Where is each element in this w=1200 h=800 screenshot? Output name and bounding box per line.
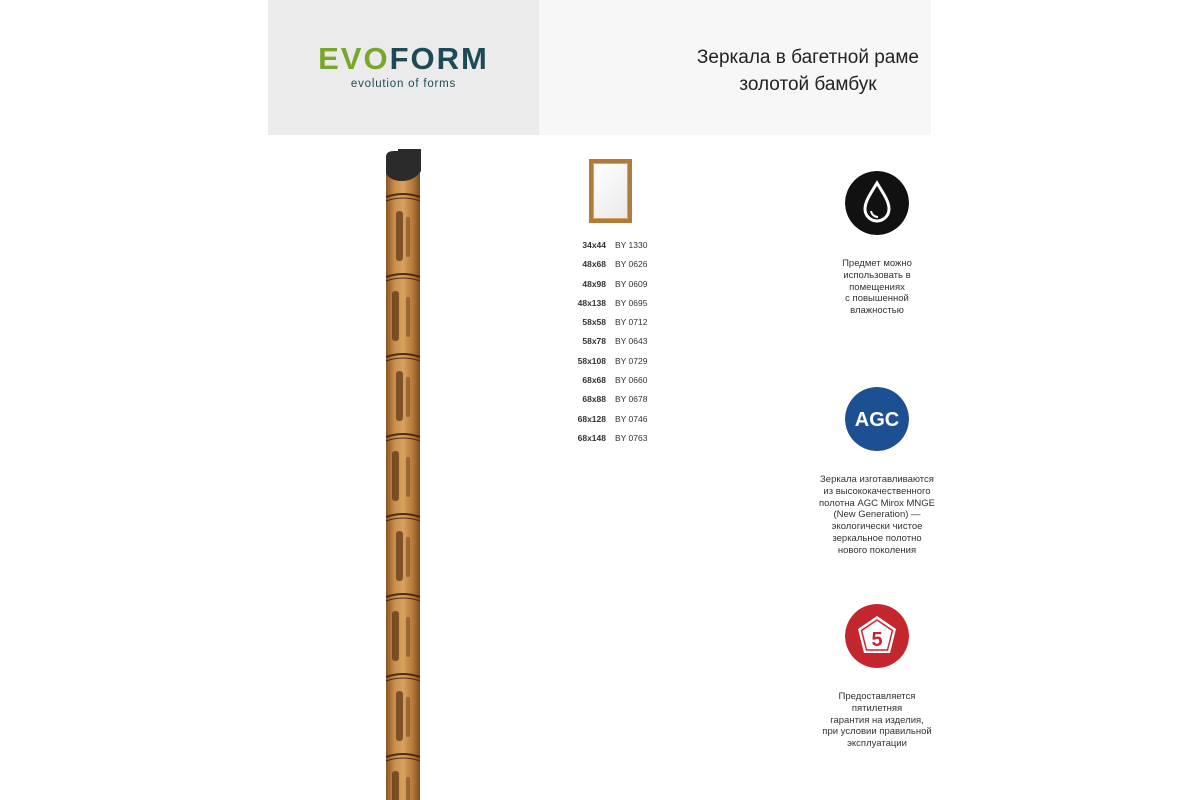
bamboo-frame-profile [384, 149, 422, 800]
logo-tagline: evolution of forms [350, 78, 457, 90]
title-line-1: Зеркала в багетной раме [696, 47, 919, 68]
size-row [560, 277, 660, 296]
size-dimensions: 58x58 [582, 317, 606, 328]
warranty-badge-text: 5 [871, 629, 883, 651]
size-dimensions: 68x88 [582, 394, 606, 405]
size-code: BY 0712 [615, 317, 648, 328]
size-code: BY 0626 [615, 259, 648, 270]
size-list [560, 238, 660, 450]
size-dimensions: 48x98 [582, 278, 606, 289]
size-row [560, 412, 660, 431]
page-title [697, 44, 919, 98]
size-code: BY 0643 [615, 336, 648, 347]
size-code: BY 0660 [615, 375, 648, 386]
size-code: BY 0695 [615, 297, 648, 308]
size-dimensions: 48x138 [577, 297, 606, 308]
size-dimensions: 58x108 [577, 355, 606, 366]
size-dimensions: 58x78 [582, 336, 606, 347]
warranty-feature-text: Предоставляется пятилетняя гарантия на изделия, при условии правильной эксплуатации [822, 691, 932, 750]
logo-evo: EVO [318, 41, 390, 76]
size-dimensions: 68x148 [577, 432, 606, 443]
size-dimensions: 68x128 [577, 413, 606, 424]
moisture-feature-text: Предмет можно использовать в помещениях с повышенной влажностью [842, 258, 912, 317]
size-code: BY 0763 [615, 432, 648, 443]
size-code: BY 0729 [615, 355, 648, 366]
size-code: BY 0609 [615, 278, 648, 289]
warranty-5-years-icon [845, 604, 909, 668]
size-row [560, 257, 660, 276]
size-code: BY 0678 [615, 394, 648, 405]
size-row [560, 238, 660, 257]
size-code: BY 1330 [615, 240, 648, 250]
mirror-thumbnail [589, 159, 632, 223]
size-row [560, 392, 660, 411]
header-logo-panel [268, 0, 539, 135]
size-dimensions: 68x68 [582, 375, 606, 386]
logo-wordmark [268, 42, 539, 76]
size-row [560, 315, 660, 334]
size-row [560, 334, 660, 353]
size-row [560, 373, 660, 392]
agc-feature-text: Зеркала изготавливаются из высококачественного полотна AGC Mirox MNGE (New Generation) — экологически чистое зеркальное полотно нового поколения [818, 474, 936, 556]
size-code: BY 0746 [615, 413, 648, 424]
header-title-panel [539, 0, 931, 135]
size-dimensions: 34x44 [582, 240, 606, 250]
agc-logo-icon [845, 387, 909, 451]
size-row [560, 354, 660, 373]
size-row [560, 296, 660, 315]
agc-badge-text: AGC [854, 409, 900, 431]
water-drop-icon [845, 171, 909, 235]
evoform-logo [268, 42, 539, 90]
title-line-2: золотой бамбук [739, 74, 877, 95]
size-row [560, 431, 660, 450]
logo-form: FORM [389, 41, 489, 76]
size-dimensions: 48x68 [582, 259, 606, 270]
